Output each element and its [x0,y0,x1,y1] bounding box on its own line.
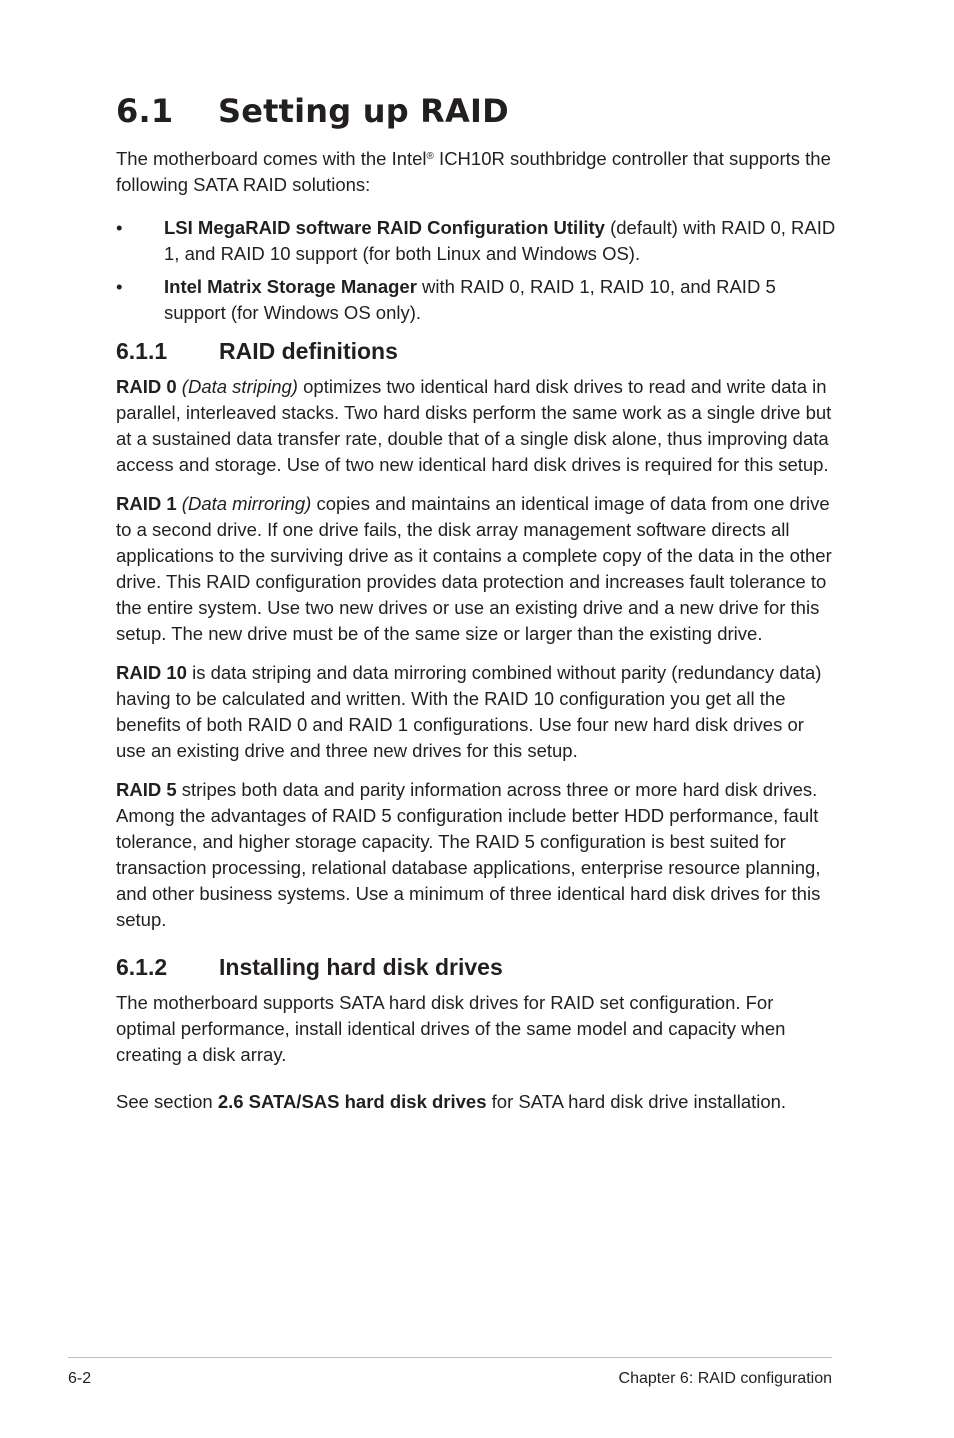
list-item [116,274,838,326]
subsection-title: Installing hard disk drives [219,954,503,980]
intro-text-before: The motherboard comes with the Intel [116,148,427,169]
raid10-term: RAID 10 [116,662,187,683]
list-item-bold: Intel Matrix Storage Manager [164,276,417,297]
subsection-heading-raid-definitions [116,338,838,365]
raid1-alias: (Data mirroring) [181,493,312,514]
raid0-alias: (Data striping) [181,376,298,397]
list-item-bold: LSI MegaRAID software RAID Configuration Utility [164,217,605,238]
subsection-number: 6.1.2 [116,954,168,980]
install-paragraph: The motherboard supports SATA hard disk drives for RAID set configuration. For optimal performance, install identical drives of the same model and capacity when creating a disk array. [116,992,786,1065]
list-item-text: with RAID 0, RAID 1, RAID 10, and RAID 5 support (for Windows OS only). [164,276,776,323]
intro-paragraph [116,146,838,198]
cross-reference: 2.6 SATA/SAS hard disk drives [217,1091,487,1112]
subsection-heading-installing-drives [116,954,838,981]
intro-text-after: ICH10R southbridge controller that supports the following SATA RAID solutions: [116,148,831,195]
section-title: Setting up RAID [218,92,509,130]
raid0-text: optimizes two identical hard disk drives to read and write data in parallel, interleaved stacks. Two hard disks perform the same work as a single drive but at a sustained data transfer rate, double that of a single disk alone, thus improving data access and storage. Use of two new identical hard disk drives is required for this setup. [116,376,832,475]
page-number: 6-2 [68,1370,92,1387]
list-item [116,215,838,267]
section-number: 6.1 [116,92,174,130]
see-text-before: See section [116,1091,218,1112]
raid10-text: is data striping and data mirroring combined without parity (redundancy data) having to be calculated and written. With the RAID 10 configuration you get all the benefits of both RAID 0 and RAID 1 configurations. Use four new hard disk drives or use an existing drive and three new drives for this setup. [116,662,822,761]
footer-divider [68,1357,832,1358]
see-section-paragraph [116,1089,838,1115]
list-item-text: (default) with RAID 0, RAID 1, and RAID 10 support (for both Linux and Windows OS). [164,217,836,264]
page-content [116,92,838,1115]
subsection-title: RAID definitions [219,338,398,364]
chapter-title: Chapter 6: RAID configuration [618,1370,832,1387]
raid0-paragraph [116,374,838,478]
raid5-text: stripes both data and parity information across three or more hard disk drives. Among the advantages of RAID 5 configuration include better HDD performance, fault tolerance, and higher storage capacity. The RAID 5 configuration is best suited for transaction processing, relational database applications, enterprise resource planning, and other business systems. Use a minimum of three identical hard disk drives for this setup. [116,779,821,930]
bullet-icon: • [116,217,123,238]
raid1-term: RAID 1 [116,493,177,514]
raid5-paragraph [116,777,838,933]
raid-solutions-list [116,215,838,326]
subsection-number: 6.1.1 [116,338,168,364]
raid1-paragraph [116,491,838,647]
raid10-paragraph [116,660,838,764]
raid5-term: RAID 5 [116,779,177,800]
raid0-term: RAID 0 [116,376,177,397]
registered-mark: ® [426,151,434,162]
section-heading [116,92,838,130]
bullet-icon: • [116,276,123,297]
raid1-text: copies and maintains an identical image of data from one drive to a second drive. If one drive fails, the disk array management software directs all applications to the surviving drive as it contains a complete copy of the data in the other drive. This RAID configuration provides data protection and increases fault tolerance to the entire system. Use two new drives or use an existing drive and a new drive for this setup. The new drive must be of the same size or larger than the existing drive. [116,493,832,644]
see-text-after: for SATA hard disk drive installation. [486,1091,787,1112]
